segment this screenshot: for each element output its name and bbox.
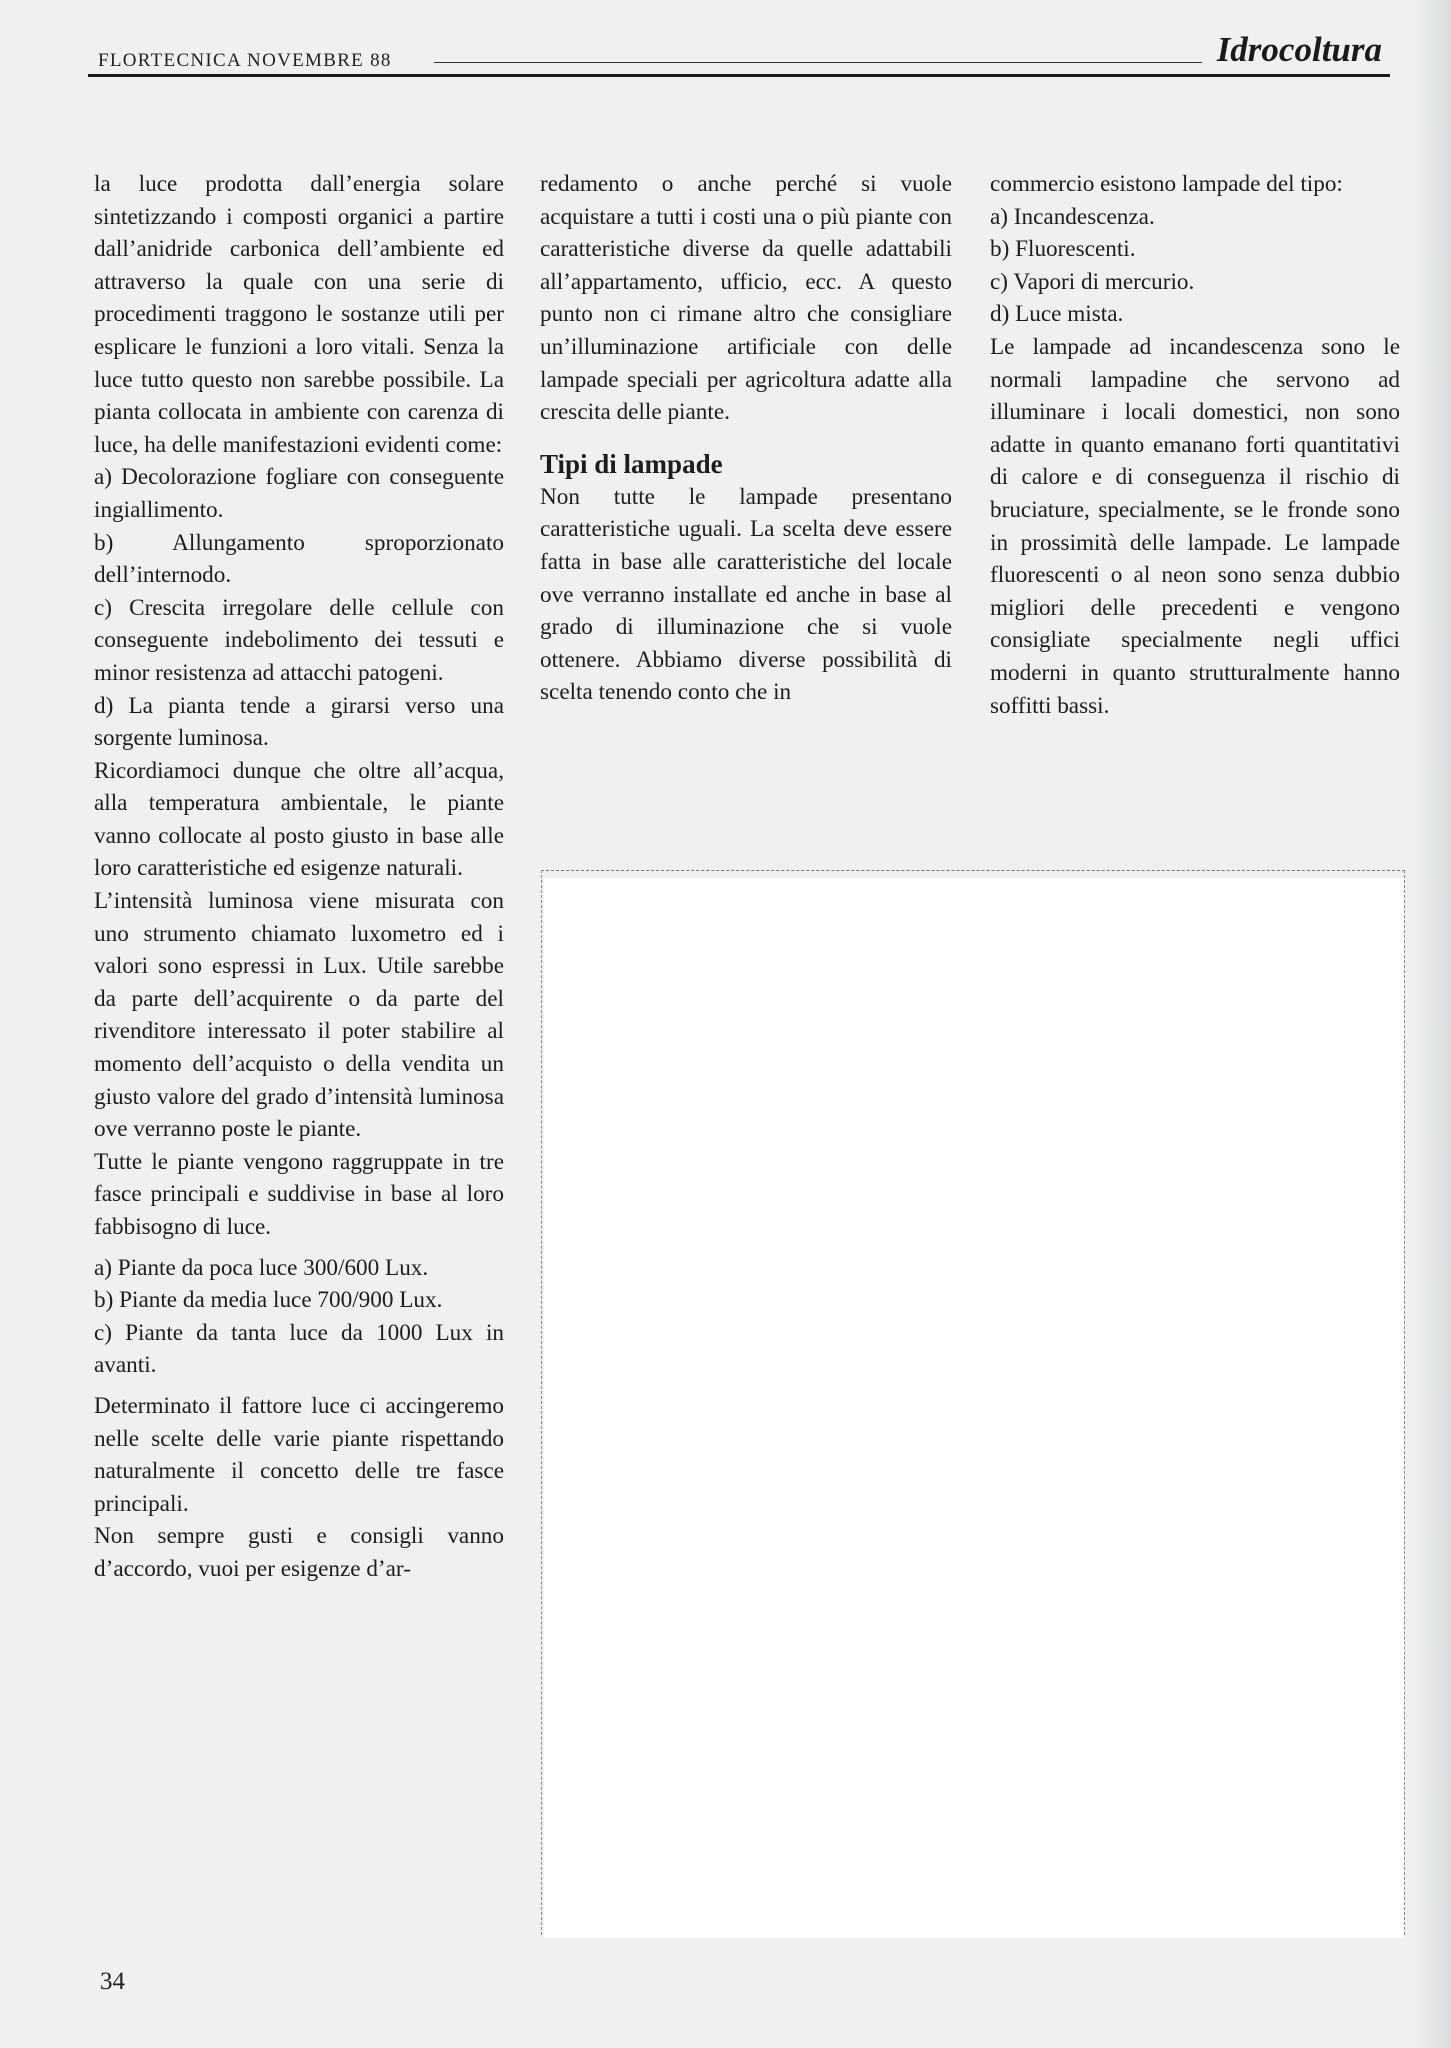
page-number: 34 (100, 1968, 125, 1995)
text-column-1 (94, 168, 504, 1586)
list-item: c) Vapori di mercurio. (990, 268, 1195, 295)
list-item: d) La pianta tende a girarsi verso una sorgente luminosa. (94, 692, 504, 752)
header-divider (88, 74, 1390, 77)
paragraph: Non sempre gusti e consigli vanno d’accordo, vuoi per esigenze d’ar- (94, 1523, 504, 1582)
list-item: b) Allungamento sproporzionato dell’internodo. (94, 529, 504, 589)
figure-placeholder (544, 878, 1404, 1938)
paragraph: commercio esistono lampade del tipo: (990, 171, 1343, 197)
paragraph: Tutte le piante vengono raggruppate in tre fasce principali e suddivise in base al loro fabbisogno di luce. (94, 1148, 504, 1240)
text-column-3 (990, 168, 1400, 722)
list-item: c) Crescita irregolare delle cellule con conseguente indebolimento dei tessuti e minor resistenza ad attacchi patogeni. (94, 594, 504, 686)
paragraph: la luce prodotta dall’energia solare sintetizzando i composti organici a partire dall’anidride carbonica dell’ambiente ed attraverso la quale con una serie di procedimenti traggono le sostanze utili per esplicare le funzioni a loro vitali. Senza la luce tutto questo non sarebbe possibile. La pianta collocata in ambiente con carenza di luce, ha delle manifestazioni evidenti come: (94, 171, 504, 458)
list-item: b) Fluorescenti. (990, 236, 1136, 263)
paragraph: redamento o anche perché si vuole acquistare a tutti i costi una o più piante con caratteristiche diverse da quelle adattabili all’appartamento, ufficio, ecc. A questo punto non ci rimane altro che consigliare un’illuminazione artificiale con delle lampade speciali per agricoltura adatte alla crescita delle piante. (540, 171, 952, 426)
list-item: a) Incandescenza. (990, 203, 1155, 230)
text-column-2 (540, 168, 952, 709)
paragraph: Determinato il fattore luce ci accingeremo nelle scelte delle varie piante rispettando naturalmente il concetto delle tre fasce principali. (94, 1392, 504, 1517)
list-item: d) Luce mista. (990, 301, 1124, 328)
paragraph: Ricordiamoci dunque che oltre all’acqua, alla temperatura ambientale, le piante vanno collocate al posto giusto in base alle loro caratteristiche ed esigenze naturali. (94, 757, 504, 882)
header-rule (434, 62, 1202, 63)
list-item: b) Piante da media luce 700/900 Lux. (94, 1287, 443, 1314)
section-heading: Tipi di lampade (540, 448, 723, 479)
journal-title: FLORTECNICA NOVEMBRE 88 (98, 50, 392, 71)
paragraph: L’intensità luminosa viene misurata con uno strumento chiamato luxometro ed i valori sono espressi in Lux. Utile sarebbe da parte dell’acquirente o da parte del rivenditore interessato il poter stabilire al momento dell’acquisto o della vendita un giusto valore del grado d’intensità luminosa ove verranno poste le piante. (94, 888, 504, 1143)
page-edge-shadow (1411, 0, 1451, 2048)
list-item: c) Piante da tanta luce da 1000 Lux in avanti. (94, 1319, 504, 1379)
paragraph: Non tutte le lampade presentano caratteristiche uguali. La scelta deve essere fatta in base alle caratteristiche del locale ove verranno installate ed anche in base al grado di illuminazione che si vuole ottenere. Abbiamo diverse possibilità di scelta tenendo conto che in (540, 483, 952, 706)
page-header (88, 30, 1390, 80)
list-item: a) Piante da poca luce 300/600 Lux. (94, 1254, 429, 1281)
paragraph: Le lampade ad incandescenza sono le normali lampadine che servono ad illuminare i locali domestici, non sono adatte in quanto emanano forti quantitativi di calore e di conseguenza il rischio di bruciature, specialmente, se le fronde sono in prossimità delle lampade. Le lampade fluorescenti o al neon sono senza dubbio migliori delle precedenti e vengono consigliate specialmente negli uffici moderni in quanto strutturalmente hanno soffitti bassi. (990, 333, 1400, 719)
list-item: a) Decolorazione fogliare con conseguente ingiallimento. (94, 464, 504, 523)
section-title: Idrocoltura (1216, 30, 1382, 69)
